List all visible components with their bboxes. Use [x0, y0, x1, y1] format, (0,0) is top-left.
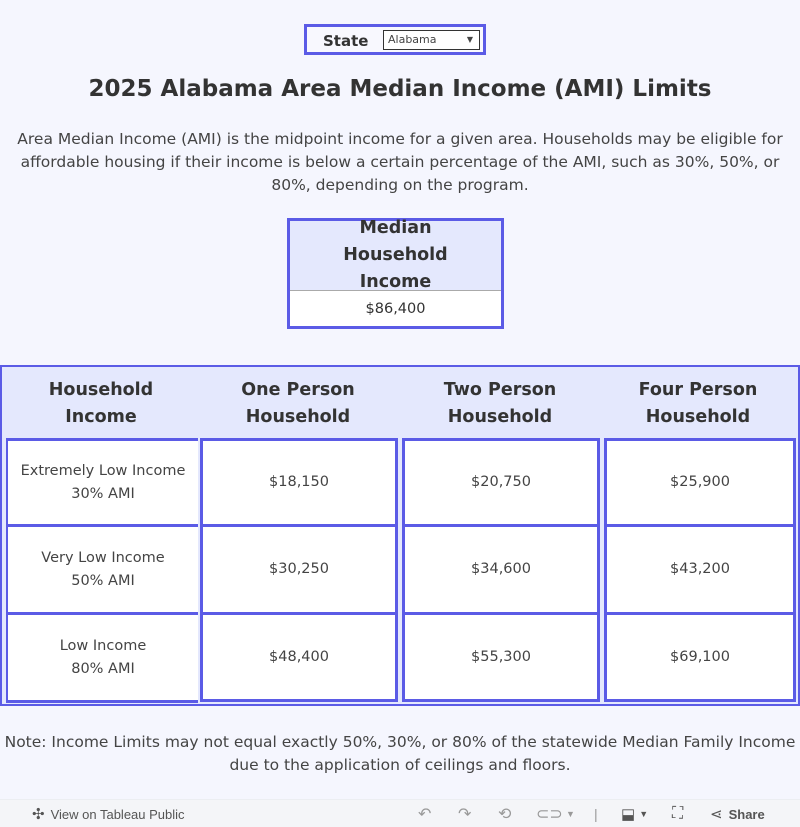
- row-label: Extremely Low Income 30% AMI: [6, 438, 198, 527]
- row-label: Very Low Income 50% AMI: [6, 524, 198, 615]
- column-header: Two Person Household: [443, 380, 557, 427]
- caret-down-icon: ▼: [566, 809, 575, 819]
- toolbar-divider: |: [594, 806, 598, 822]
- refresh-button[interactable]: [536, 800, 563, 827]
- tableau-toolbar: [0, 799, 800, 827]
- download-icon: ⬓: [621, 806, 636, 823]
- redo-icon: ↷: [458, 806, 472, 823]
- table-cell: $43,200: [604, 524, 796, 615]
- table-cell: $18,150: [200, 438, 398, 527]
- share-button[interactable]: ⋖ Share: [710, 806, 765, 823]
- column-header: Household Income: [48, 380, 154, 427]
- table-cell: $30,250: [200, 524, 398, 615]
- revert-button[interactable]: [498, 800, 511, 827]
- fullscreen-button[interactable]: [672, 800, 683, 827]
- share-icon: ⋖: [710, 806, 723, 823]
- table-cell: $34,600: [402, 524, 600, 615]
- median-income-value: $86,400: [365, 301, 426, 317]
- undo-icon: ↶: [418, 806, 432, 823]
- caret-down-icon: ▼: [639, 809, 649, 819]
- table-cell: $48,400: [200, 612, 398, 702]
- undo-button[interactable]: [418, 800, 431, 827]
- table-cell: $25,900: [604, 438, 796, 527]
- state-filter: [304, 24, 486, 55]
- column-header: Four Person Household: [638, 380, 758, 427]
- state-filter-label: State: [323, 32, 369, 50]
- redo-button[interactable]: [458, 800, 471, 827]
- refresh-icon: ⊂⊃: [536, 806, 563, 823]
- footnote: Note: Income Limits may not equal exactly 50%, 30%, or 80% of the statewide Median Family Income due to the application of ceilings and floors.: [4, 733, 796, 774]
- tableau-logo-icon: ✣: [32, 806, 45, 823]
- view-on-tableau-link[interactable]: ✣ View on Tableau Public: [32, 806, 185, 823]
- median-income-card: [287, 218, 504, 329]
- table-cell: $20,750: [402, 438, 600, 527]
- state-dropdown-value: Alabama: [388, 33, 437, 46]
- page-title: 2025 Alabama Area Median Income (AMI) Limits: [88, 76, 712, 102]
- state-dropdown[interactable]: [383, 30, 480, 50]
- median-income-header: Median Household Income: [290, 221, 501, 291]
- table-cell: $69,100: [604, 612, 796, 702]
- description: Area Median Income (AMI) is the midpoint income for a given area. Households may be eligible for affordable housing if their income is below a certain percentage of the AMI, such as 30%, 50%, or 80%, depending on the program.: [17, 130, 783, 194]
- refresh-dropdown[interactable]: [566, 800, 575, 827]
- dropdown-caret-icon: ▼: [466, 35, 473, 44]
- table-cell: $55,300: [402, 612, 600, 702]
- fullscreen-icon: ⛶: [672, 805, 684, 822]
- download-button[interactable]: [621, 800, 648, 827]
- revert-icon: ⟲: [498, 806, 512, 823]
- row-label: Low Income 80% AMI: [6, 612, 198, 703]
- column-header: One Person Household: [241, 380, 355, 427]
- income-limits-table: [0, 365, 800, 706]
